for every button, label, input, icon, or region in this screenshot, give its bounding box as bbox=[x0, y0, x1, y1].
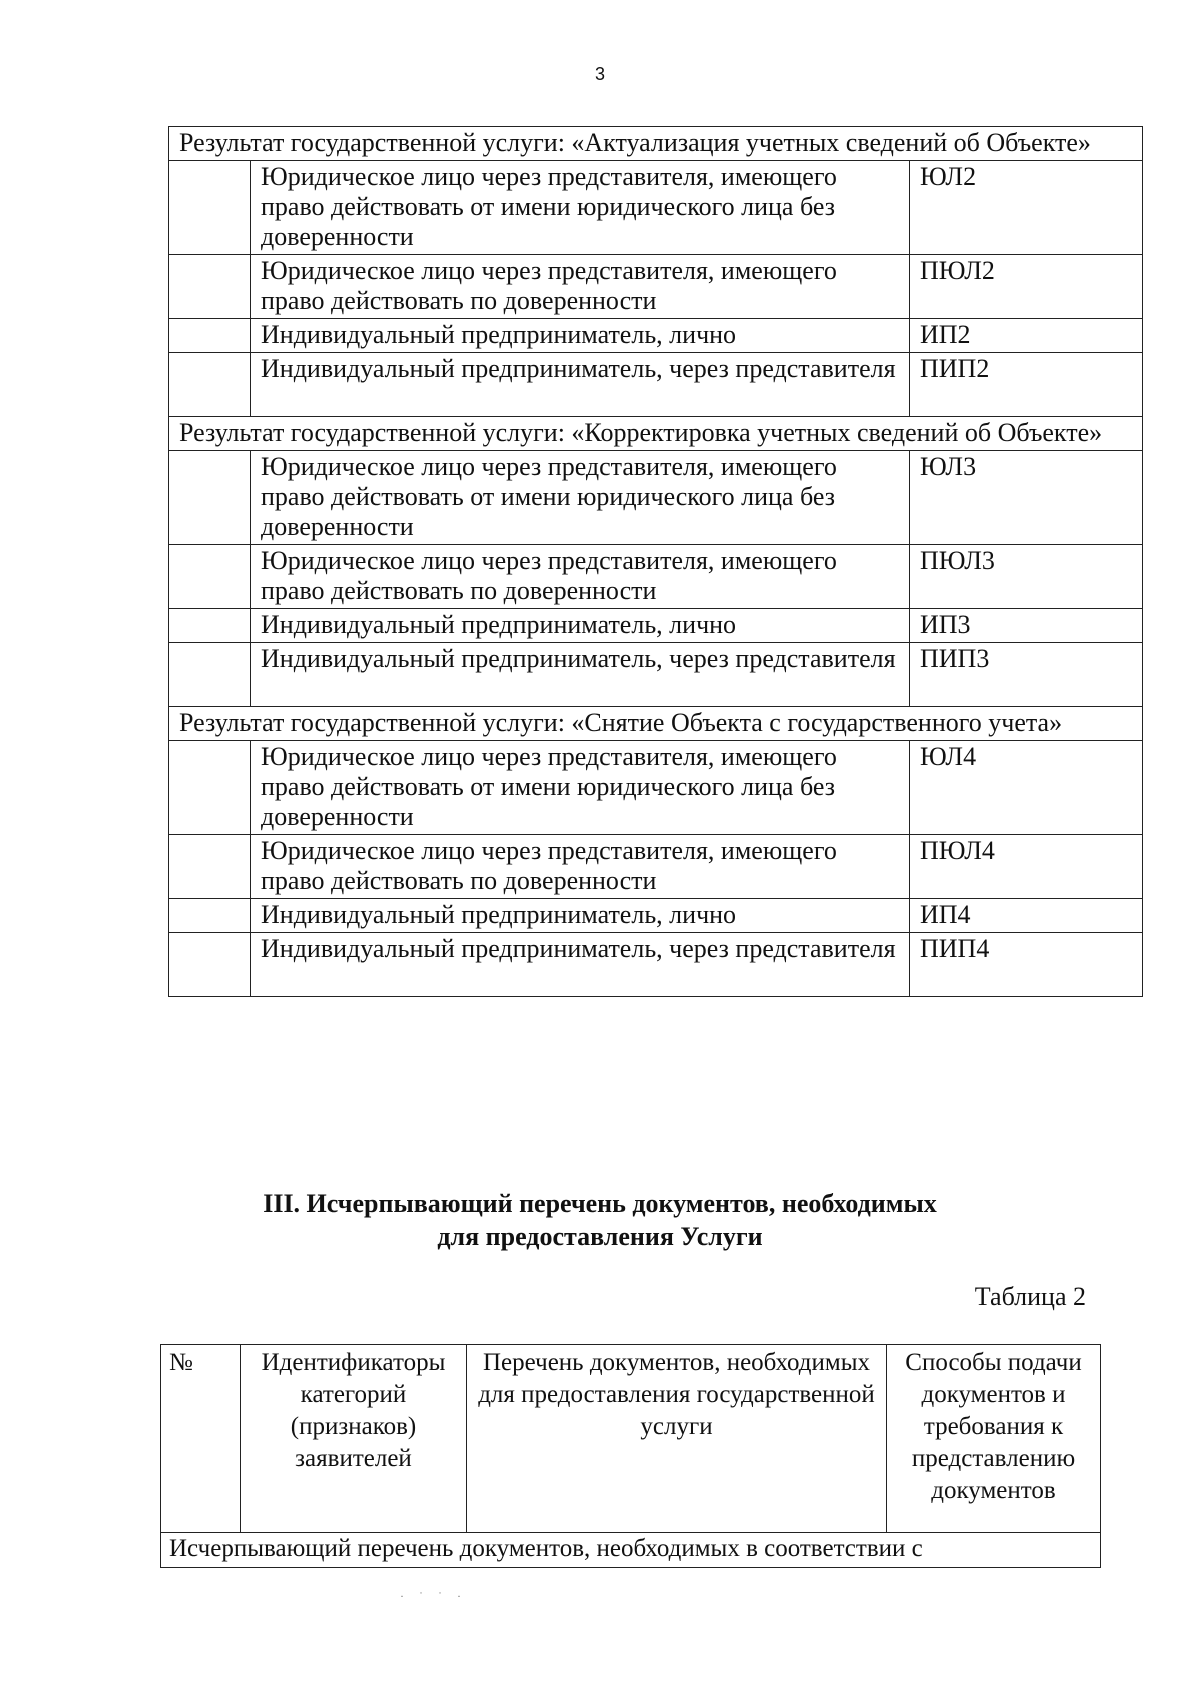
result-heading-row bbox=[169, 127, 1143, 161]
empty-cell bbox=[169, 835, 251, 899]
category-row bbox=[169, 161, 1143, 255]
category-code: ЮЛ4 bbox=[910, 741, 1143, 835]
empty-cell bbox=[169, 319, 251, 353]
category-code: ИП3 bbox=[910, 609, 1143, 643]
table-header-row bbox=[161, 1345, 1101, 1533]
empty-cell bbox=[169, 899, 251, 933]
header-applicant-ids: Идентификаторы категорий (признаков) заявителей bbox=[241, 1345, 467, 1533]
category-row bbox=[169, 545, 1143, 609]
empty-cell bbox=[169, 643, 251, 707]
section-title-line-2: для предоставления Услуги bbox=[437, 1222, 763, 1251]
result-heading: Результат государственной услуги: «Актуализация учетных сведений об Объекте» bbox=[169, 127, 1143, 161]
category-row bbox=[169, 353, 1143, 417]
empty-cell bbox=[169, 609, 251, 643]
empty-cell bbox=[169, 255, 251, 319]
category-row bbox=[169, 255, 1143, 319]
continuation-row bbox=[161, 1533, 1101, 1568]
category-row bbox=[169, 451, 1143, 545]
category-code: ЮЛ3 bbox=[910, 451, 1143, 545]
category-code: ПИП3 bbox=[910, 643, 1143, 707]
category-description: Индивидуальный предприниматель, лично bbox=[251, 899, 910, 933]
header-documents-list: Перечень документов, необходимых для предоставления государственной услуги bbox=[467, 1345, 887, 1533]
category-description: Юридическое лицо через представителя, имеющего право действовать от имени юридического лица без доверенности bbox=[251, 161, 910, 255]
page-number: 3 bbox=[594, 64, 605, 84]
section-title bbox=[0, 1187, 1200, 1253]
empty-cell bbox=[169, 451, 251, 545]
category-row bbox=[169, 609, 1143, 643]
category-code: ПИП4 bbox=[910, 933, 1143, 997]
applicant-categories-table bbox=[168, 126, 1143, 997]
continuation-text: Исчерпывающий перечень документов, необходимых в соответствии с bbox=[161, 1533, 1101, 1568]
category-code: ПЮЛ4 bbox=[910, 835, 1143, 899]
category-description: Юридическое лицо через представителя, имеющего право действовать от имени юридического лица без доверенности bbox=[251, 451, 910, 545]
result-heading: Результат государственной услуги: «Корректировка учетных сведений об Объекте» bbox=[169, 417, 1143, 451]
empty-cell bbox=[169, 933, 251, 997]
category-row bbox=[169, 643, 1143, 707]
empty-cell bbox=[169, 545, 251, 609]
header-submission-methods: Способы подачи документов и требования к представлению документов bbox=[887, 1345, 1101, 1533]
result-heading-row bbox=[169, 707, 1143, 741]
category-description: Индивидуальный предприниматель, лично bbox=[251, 609, 910, 643]
header-number: № bbox=[161, 1345, 241, 1533]
category-description: Индивидуальный предприниматель, через представителя bbox=[251, 933, 910, 997]
category-row bbox=[169, 835, 1143, 899]
category-code: ЮЛ2 bbox=[910, 161, 1143, 255]
empty-cell bbox=[169, 741, 251, 835]
table-caption: Таблица 2 bbox=[974, 1282, 1086, 1311]
category-description: Юридическое лицо через представителя, имеющего право действовать по доверенности bbox=[251, 835, 910, 899]
empty-cell bbox=[169, 353, 251, 417]
category-description: Индивидуальный предприниматель, лично bbox=[251, 319, 910, 353]
category-code: ПЮЛ3 bbox=[910, 545, 1143, 609]
section-title-line-1: III. Исчерпывающий перечень документов, необходимых bbox=[263, 1189, 937, 1218]
category-code: ПИП2 bbox=[910, 353, 1143, 417]
documents-table bbox=[160, 1344, 1101, 1568]
result-heading-row bbox=[169, 417, 1143, 451]
category-description: Юридическое лицо через представителя, имеющего право действовать по доверенности bbox=[251, 255, 910, 319]
category-row bbox=[169, 933, 1143, 997]
empty-cell bbox=[169, 161, 251, 255]
category-code: ИП2 bbox=[910, 319, 1143, 353]
category-row bbox=[169, 319, 1143, 353]
category-description: Юридическое лицо через представителя, имеющего право действовать по доверенности bbox=[251, 545, 910, 609]
category-description: Юридическое лицо через представителя, имеющего право действовать от имени юридического лица без доверенности bbox=[251, 741, 910, 835]
category-row bbox=[169, 899, 1143, 933]
category-description: Индивидуальный предприниматель, через представителя bbox=[251, 353, 910, 417]
category-code: ИП4 bbox=[910, 899, 1143, 933]
result-heading: Результат государственной услуги: «Снятие Объекта с государственного учета» bbox=[169, 707, 1143, 741]
category-description: Индивидуальный предприниматель, через представителя bbox=[251, 643, 910, 707]
category-row bbox=[169, 741, 1143, 835]
scan-artifact: · ˙ ˙ · bbox=[400, 1589, 467, 1603]
category-code: ПЮЛ2 bbox=[910, 255, 1143, 319]
